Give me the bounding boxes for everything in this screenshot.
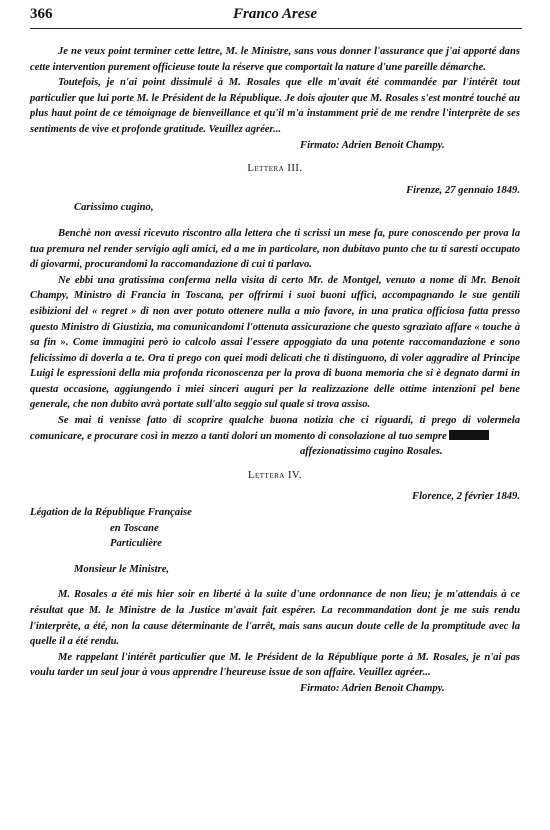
letter-4-sender-line-2: en Toscane bbox=[110, 522, 159, 534]
letter-4-signature: Firmato: Adrien Benoit Champy. bbox=[300, 682, 445, 694]
page-header bbox=[30, 6, 520, 28]
page-number: 366 bbox=[30, 6, 53, 22]
letter-4-sender-line-3: Particulière bbox=[110, 538, 162, 550]
letter-4-sender-line-1: Légation de la République Française bbox=[30, 507, 192, 519]
letter-3-closing: affezionatissimo cugino Rosales. bbox=[300, 446, 443, 458]
letter-3-heading-text: Lettera III. bbox=[247, 163, 303, 175]
running-title: Franco Arese bbox=[232, 6, 318, 22]
letter-3-paragraph-1: Benchè non avessi ricevuto riscontro alla lettera che ti scrissi un mese fa, pure conoscendo per prova la tua premura nel render servigio agli amici, ed a me in particolare, non dubitavo punto che tu ti saresti occupato di giovarmi, procurandomi la raccomandazione di cui ti parlavo. bbox=[30, 227, 520, 271]
letter-3-paragraph-3-text: Se mai ti venisse fatto di scoprire qualche buona notizia che ci riguardi, ti prego di volermela comunicare, e procurare così in mezzo a tanti dolori un momento di consolazione al tuo sempre bbox=[30, 415, 520, 442]
letter-4-paragraph-1: M. Rosales a été mis hier soir en liberté à la suite d'une ordonnance de non lieu; je m'attendais à ce résultat que M. le Ministre de la Justice m'avait fait espérer. La recommandation dont je me suis rendu l'interprète, a été, non la cause déterminante de l'arrêt, mais sans aucun doute celle de la promptitude avec la quelle il a été rendu. bbox=[30, 589, 520, 648]
letter-3-paragraph-3 bbox=[30, 413, 520, 444]
paragraph-toutefois: Toutefois, je n'ai point dissimulé à M. Rosales que elle m'avait été commandée par l'intérêt tout particulier que lui porte M. le Président de la République. Je dois ajouter que M. Rosales s'est montré touché au plus haut point de ce témoignage de bienveillance et qu'il m'a instamment prié de me rendre l'interprète de ses sentiments de vive et profonde gratitude. Veuillez agréer... bbox=[30, 77, 520, 135]
spacer bbox=[30, 552, 520, 560]
letter-4-heading bbox=[30, 468, 520, 484]
letter-4-heading-text: Lettera IV. bbox=[248, 469, 302, 481]
letter-3-salutation: Carissimo cugino, bbox=[74, 202, 154, 214]
letter-4-paragraph-2: Me rappelant l'intérêt particulier que M. le Président de la République porte à M. Rosales, je n'ai pas voulu tarder un seul jour à vous apprendre l'heureuse issue de son affaire. Veuillez agréer... bbox=[30, 651, 520, 679]
letter-4-date: Florence, 2 février 1849. bbox=[412, 491, 520, 503]
letter-4-salutation: Monsieur le Ministre, bbox=[74, 563, 170, 575]
paragraph-assurance: Je ne veux point terminer cette lettre, M. le Ministre, sans vous donner l'assurance que j'ai apporté dans cette intervention purement officieuse toute la réserve que comportait la nature d'une pareille démarche. bbox=[30, 46, 520, 73]
signature-champy-1: Firmato: Adrien Benoit Champy. bbox=[300, 139, 445, 151]
page-body bbox=[30, 44, 520, 697]
header-rule bbox=[30, 28, 522, 29]
letter-3-date: Firenze, 27 gennaio 1849. bbox=[406, 184, 520, 196]
letter-3-heading bbox=[30, 161, 520, 177]
ink-mark bbox=[449, 430, 489, 440]
letter-3-paragraph-2: Ne ebbi una gratissima conferma nella visita di certo Mr. de Montgel, venuto a nome di Mr. Benoit Champy, Ministro di Francia in Toscana, per offrirmi i suoi buoni uffici, accompagnando le sue gentili esibizioni del « regret » di non aver potuto ottenere nulla a mio favore, in una pratica officiosa fatta presso questo Ministro di Giustizia, ma comunicandomi l'ottenuta assicurazione che questo sgraziato affare « touche à sa fin ». Come immagini però io calcolo assai l'essere appoggiato da una potente raccomandazione e sono felicissimo di doverla a te. Ora ti prego con quei modi delicati che ti distinguono, di voler aggradire al Principe Luigi le espressioni della mia profonda riconoscenza per la prova di buona memoria che si è degnato darmi in questa occasione, aggiungendo i miei sinceri auguri per la realizzazione delle ottime intenzioni pel bene generale, che non dubito avrà portate sull'alto seggio sul quale si trova assiso. bbox=[30, 274, 520, 411]
